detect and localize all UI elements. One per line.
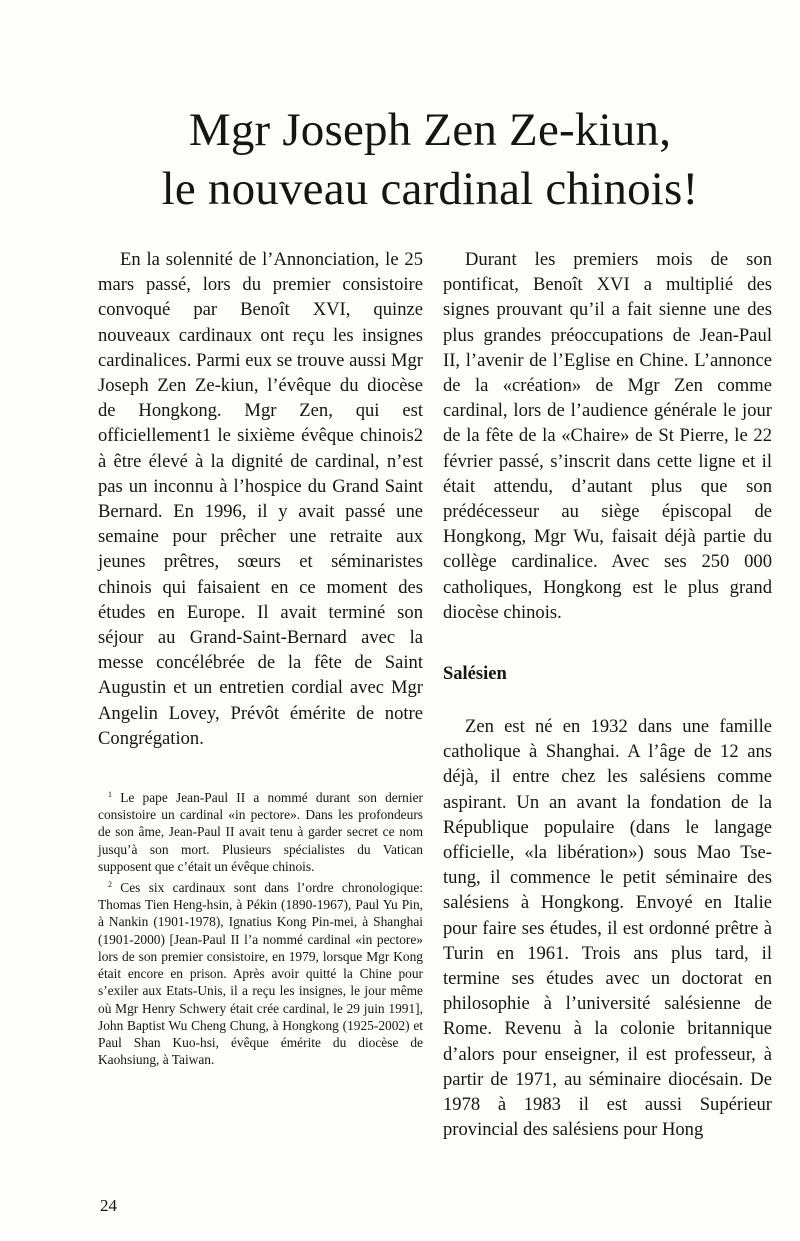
title-line-1: Mgr Joseph Zen Ze-kiun, xyxy=(188,104,672,156)
left-column xyxy=(98,247,423,1068)
footnote-2 xyxy=(98,879,423,1068)
right-column-top xyxy=(443,247,772,625)
section-heading: Salésien xyxy=(443,664,507,684)
intro-paragraph: En la solennité de l’Annonciation, le 25 mars passé, lors du premier consistoire convoqué par Benoît XVI, quinze nouveaux cardinaux ont reçu les insignes cardinalices. Parmi eux se trouve aussi Mgr Joseph Zen Ze-kiun, l’évêque du diocèse de Hongkong. Mgr Zen, qui est officiellement1 le sixième évêque chinois2 à être élevé à la dignité de cardinal, n’est pas un inconnu à l’hospice du Grand Saint Bernard. En 1996, il y avait passé une semaine pour prêcher une retraite aux jeunes prêtres, sœurs et séminaristes chinois qui faisaient en ce moment des études en Europe. Il avait terminé son séjour au Grand-Saint-Bernard avec la messe concélébrée de la fête de Saint Augustin et un entretien cordial avec Mgr Angelin Lovey, Prévôt émérite de notre Congrégation. xyxy=(98,249,423,749)
footnote-1-marker: 1 xyxy=(108,790,112,800)
title-line-2: le nouveau cardinal chinois! xyxy=(161,163,699,215)
footnote-2-marker: 2 xyxy=(108,880,112,890)
footnote-1-text: Le pape Jean-Paul II a nommé durant son dernier consistoire un cardinal «in pectore». Dans les profondeurs de son âme, Jean-Paul II avait tenu à garder secret ce nom jusqu’à son mort. Plusieurs spécialistes du Vatican supposent que c’était un évêque chinois. xyxy=(98,790,423,874)
section-heading-container xyxy=(443,664,507,685)
pontificate-paragraph: Durant les premiers mois de son pontificat, Benoît XVI a multiplié des signes prouvant qu’il a fait sienne une des plus grandes préoccupations de Jean-Paul II, l’avenir de l’Eglise en Chine. L’annonce de la «création» de Mgr Zen comme cardinal, lors de l’audience générale le jour de la fête de la «Chaire» de St Pierre, le 22 février passé, s’inscrit dans cette ligne et il était attendu, d’autant plus que son prédécesseur au siège épiscopal de Hongkong, Mgr Wu, faisait déjà partie du collège cardinalice. Avec ses 250 000 catholiques, Hongkong est le plus grand diocèse chinois. xyxy=(443,249,772,623)
footnote-2-text: Ces six cardinaux sont dans l’ordre chronologique: Thomas Tien Heng-hsin, à Pékin (1890-1967), Paul Yu Pin, à Nankin (1901-1978), Ignatius Kong Pin-mei, à Shanghai (1901-2000) [Jean-Paul II l’a nommé cardinal «in pectore» lors de son premier consistoire, en 1979, lorsque Mgr Kong était encore en prison. Après avoir quitté la Chine pour s’exiler aux Etats-Unis, il a reçu les insignes, le jour même où Mgr Henry Schwery était crée cardinal, le 29 juin 1991], John Baptist Wu Cheng Chung, à Hongkong (1925-2002) et Paul Shan Kuo-hsi, évêque émérite du diocèse de Kaohsiung, à Taiwan. xyxy=(98,880,423,1068)
right-column-bottom xyxy=(443,714,772,1142)
biography-paragraph: Zen est né en 1932 dans une famille catholique à Shanghai. A l’âge de 12 ans déjà, il entre chez les salésiens comme aspirant. Un an avant la fondation de la République populaire (dans le langage officielle, «la libération») sous Mao Tse-tung, il commence le petit séminaire des salésiens à Hongkong. Envoyé en Italie pour faire ses études, il est ordonné prêtre à Turin en 1961. Trois ans plus tard, il termine ses études avec un doctorat en philosophie à l’université salésienne de Rome. Revenu à la colonie britannique d’alors pour enseigner, il est professeur, à partir de 1971, au séminaire diocésain. De 1978 à 1983 il est aussi Supérieur provincial des salésiens pour Hong xyxy=(443,716,772,1141)
page-number: 24 xyxy=(100,1196,117,1215)
footnote-1 xyxy=(98,789,423,875)
article-title xyxy=(60,101,800,219)
